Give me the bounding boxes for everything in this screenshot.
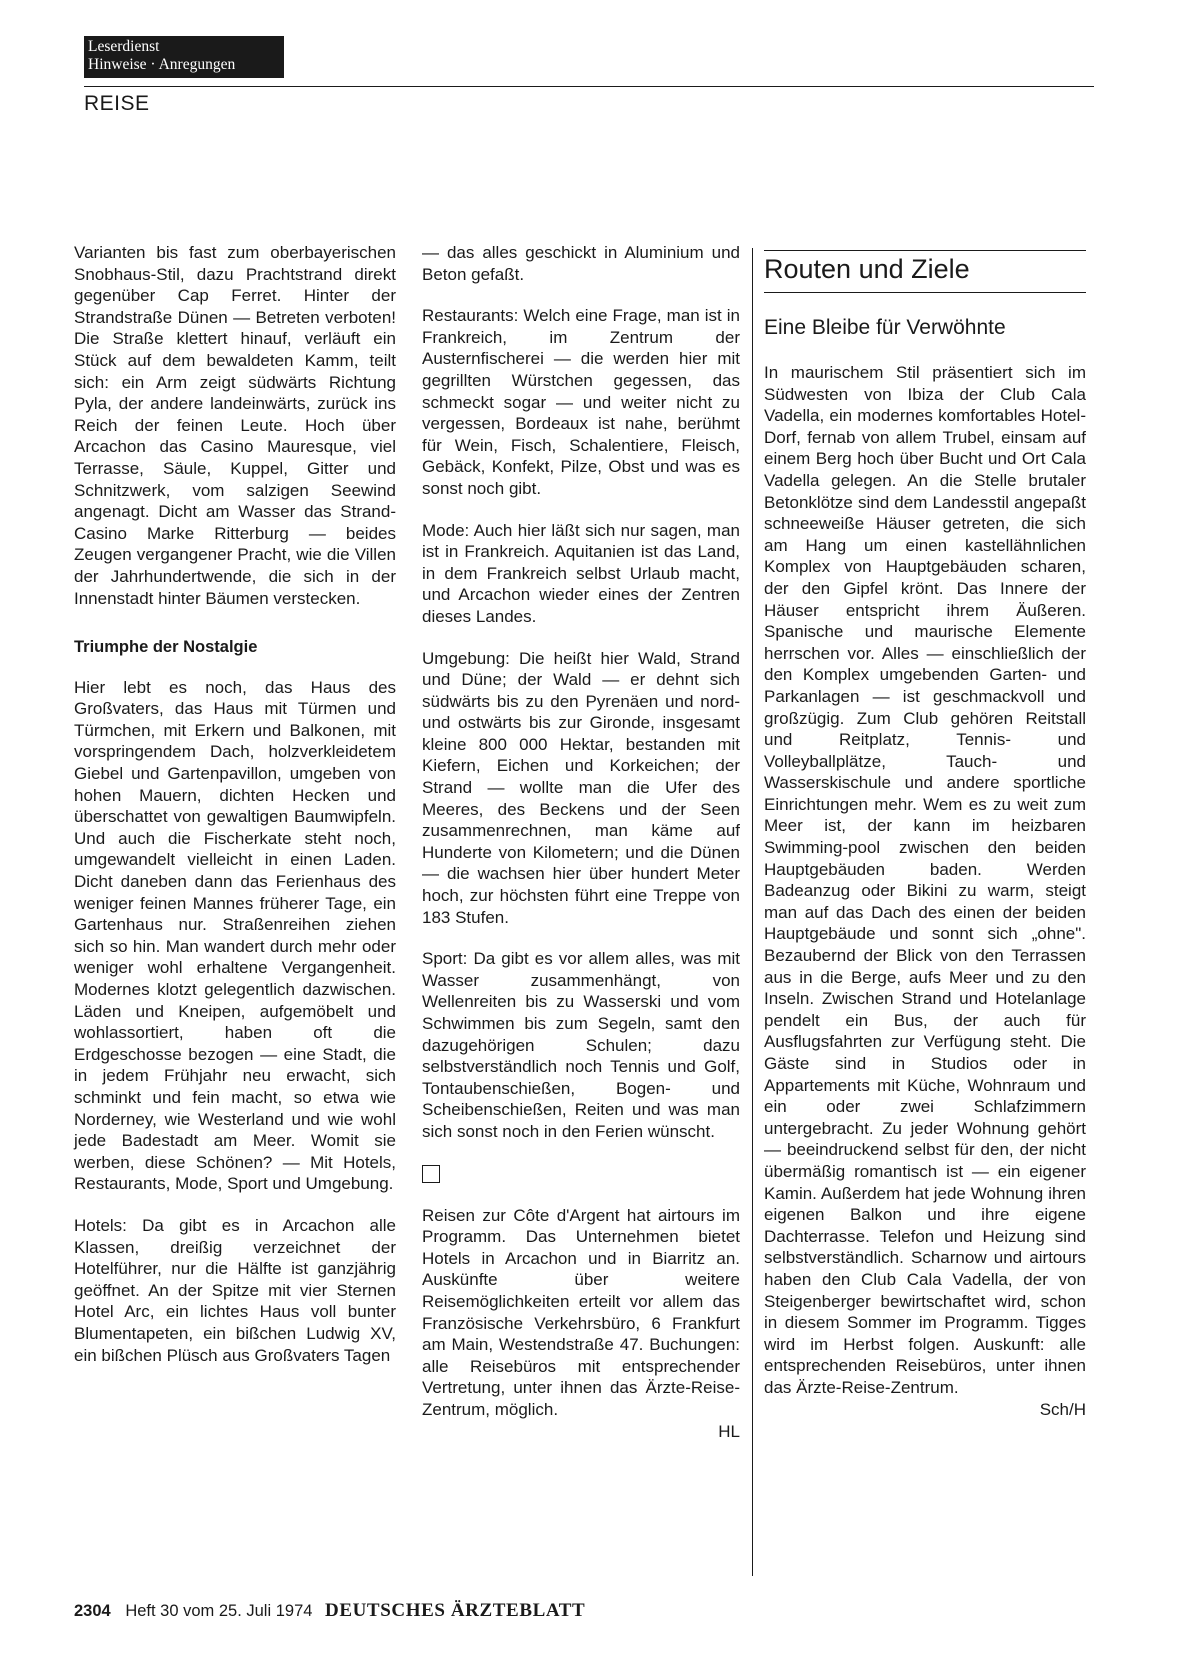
header-box-line1: Leserdienst <box>88 38 160 55</box>
col2-signoff <box>422 1421 740 1443</box>
col2-author-initials: HL <box>718 1421 740 1441</box>
col1-paragraph-3: Hotels: Da gibt es in Arcachon alle Klassen, dreißig verzeichnet der Hotelführer, nur die Hälfte ist ganzjährig geöffnet. An der Spitze mit vier Sternen Hotel Arc, ein lichtes Haus voll bunter Blumentapeten, ein bißchen Ludwig XV, ein bißchen Plüsch aus Großvaters Tagen <box>74 1215 396 1365</box>
box-subheading: Eine Bleibe für Verwöhnte <box>764 316 1006 339</box>
col1-paragraph-1: Varianten bis fast zum oberbayerischen Snobhaus-Stil, dazu Prachtstrand direkt gegenüber Cap Ferret. Hinter der Strandstraße Dünen — Betreten verboten! Die Straße klettert hinauf, verläuft ein Stück auf dem bewaldeten Kamm, teilt sich: ein Arm zeigt südwärts Richtung Pyla, der andere landeinwärts, zurück ins Reich der feinen Leute. Hoch über Arcachon das Casino Mauresque, viel Terrasse, Säule, Kuppel, Gitter und Schnitzwerk, vom salzigen Seewind angenagt. Dicht am Wasser das Strand-Casino Marke Ritterburg — beides Zeugen vergangener Pracht, wie die Villen der Jahrhundertwende, die sich in der Innenstadt hinter Bäumen verstecken. <box>74 243 396 608</box>
magazine-title: DEUTSCHES ÄRZTEBLATT <box>325 1600 586 1621</box>
column-1 <box>74 242 396 1366</box>
box-rule-mid <box>764 292 1086 293</box>
box-rule-top <box>764 250 1086 251</box>
column-divider <box>752 248 753 1576</box>
col1-paragraph-2: Hier lebt es noch, das Haus des Großvaters, das Haus mit Türmen und Türmchen, mit Erkern und Balkonen, mit vorspringendem Dach, holzverkleidetem Giebel und Gartenpavillon, umgeben von hohen Mauern, dichten Hecken und überschattet von gewaltigen Baumwipfeln. Und auch die Fischerkate steht noch, umgewandelt vielleicht in einen Laden. Dicht daneben dann das Ferienhaus des weniger feinen Mannes früherer Tage, ein Gartenhaus nur. Straßenreihen ziehen sich so hin. Man wandert durch mehr oder weniger wohl erhaltene Vergangenheit. Modernes klotzt gelegentlich dazwischen. Läden und Kneipen, aufgemöbelt und wohlassortiert, haben oft die Erdgeschosse bezogen — eine Stadt, die in jedem Frühjahr neu erwacht, sich schminkt und fein macht, so etwa wie Norderney, wie Westerland und wie wohl jede Badestadt am Meer. Womit sie werben, diese Schönen? — Mit Hotels, Restaurants, Mode, Sport und Umgebung. <box>74 677 396 1194</box>
page-footer <box>74 1600 585 1622</box>
col3-author-initials: Sch/H <box>1039 1399 1086 1419</box>
issue-info: Heft 30 vom 25. Juli 1974 <box>125 1602 313 1620</box>
section-header-box <box>84 36 284 78</box>
end-of-article-box-icon <box>422 1165 440 1183</box>
section-label: REISE <box>84 92 150 115</box>
col2-paragraph-1: — das alles geschickt in Aluminium und Beton gefaßt. <box>422 243 740 284</box>
col2-paragraph-4: Umgebung: Die heißt hier Wald, Strand und Düne; der Wald — er dehnt sich südwärts bis zu den Pyrenäen und nord- und ostwärts bis zur Gironde, insgesamt kleine 800 000 Hektar, bestanden mit Kiefern, Eichen und Korkeichen; der Strand — wollte man die Ufer des Meeres, des Beckens und der Seen zusammenrechnen, man käme auf Hunderte von Kilometern; und die Dünen — die wachsen hier über hundert Meter hoch, zur höchsten führt eine Treppe von 183 Stufen. <box>422 648 740 927</box>
col2-paragraph-2: Restaurants: Welch eine Frage, man ist in Frankreich, im Zentrum der Austernfischerei — die werden hier mit gegrillten Würstchen gegessen, das schmeckt sogar — und weiter nicht zu vergessen, Bordeaux ist nahe, berühmt für Wein, Fisch, Schalentiere, Fleisch, Gebäck, Konfekt, Pilze, Obst und was es sonst noch gibt. <box>422 306 740 498</box>
col2-paragraph-3: Mode: Auch hier läßt sich nur sagen, man ist in Frankreich. Aquitanien ist das Land, in dem Frankreich selbst Urlaub macht, und Arcachon wieder eines der Zentren dieses Landes. <box>422 520 740 626</box>
column-3 <box>764 362 1086 1420</box>
header-rule <box>84 86 1094 87</box>
column-2 <box>422 242 740 1442</box>
col3-paragraph-1: In maurischem Stil präsentiert sich im Südwesten von Ibiza der Club Cala Vadella, ein modernes komfortables Hotel-Dorf, fernab von allem Trubel, einsam auf einem Berg hoch über Bucht und Ort Cala Vadella gelegen. An die Stelle brutaler Betonklötze sind dem Landesstil angepaßt schneeweiße Häuser getreten, die sich am Hang um einen kastellähnlichen Komplex von Hauptgebäuden scharen, der den Gipfel krönt. Das Innere der Häuser entspricht ihrem Äußeren. Spanische und maurische Elemente herrschen vor. Alles — einschließlich der den Komplex umgebenden Garten- und Parkanlagen — ist geschmackvoll und großzügig. Zum Club gehören Reitstall und Reitplatz, Tennis- und Volleyballplätze, Tauch- und Wasserskischule und andere sportliche Einrichtungen mehr. Wem es zu weit zum Meer ist, der kann im heizbaren Swimming-pool zwischen den beiden Hauptgebäuden baden. Werden Badeanzug oder Bikini zu warm, steigt man auf das Dach des einen der beiden Hauptgebäude und sonnt sich „ohne". Bezaubernd der Blick von den Terrassen aus in die Berge, aufs Meer und zu den Inseln. Zwischen Strand und Hotelanlage pendelt ein Bus, der auch für Ausflugsfahrten zur Verfügung steht. Die Gäste sind in Studios oder in Appartements mit Küche, Wohnraum und ein oder zwei Schlafzimmern untergebracht. Zu jeder Wohnung gehört — beeindruckend selbst für den, der nicht übermäßig romantisch ist — ein eigener Kamin. Außerdem hat jede Wohnung ihren eigenen Balkon und ihre eigene Dachterrasse. Telefon und Heizung sind selbstverständlich. Scharnow und airtours haben den Club Cala Vadella, der von Steigenberger bewirtschaftet wird, schon in diesem Sommer im Programm. Tigges wird im Herbst folgen. Auskunft: alle entsprechenden Reisebüros, unter ihnen das Ärzte-Reise-Zentrum. <box>764 363 1086 1397</box>
col3-signoff <box>764 1399 1086 1421</box>
header-box-line2: Hinweise · Anregungen <box>88 56 236 73</box>
col2-paragraph-5: Sport: Da gibt es vor allem alles, was mit Wasser zusammenhängt, von Wellenreiten bis zu Wasserski und vom Schwimmen bis zum Segeln, samt den dazugehörigen Schulen; dazu selbstverständlich noch Tennis und Golf, Tontaubenschießen, Bogen- und Scheibenschießen, Reiten und was man sich sonst noch in den Ferien wünscht. <box>422 949 740 1141</box>
page-number: 2304 <box>74 1602 111 1620</box>
col2-paragraph-6: Reisen zur Côte d'Argent hat airtours im Programm. Das Unternehmen bietet Hotels in Arcachon und in Biarritz an. Auskünfte über weitere Reisemöglichkeiten erteilt vor allem das Französische Verkehrsbüro, 6 Frankfurt am Main, Westendstraße 47. Buchungen: alle Reisebüros mit entsprechender Vertretung, unter ihnen das Ärzte-Reise-Zentrum, möglich. <box>422 1205 740 1419</box>
col1-subheading: Triumphe der Nostalgie <box>74 638 258 657</box>
box-title: Routen und Ziele <box>764 254 970 284</box>
